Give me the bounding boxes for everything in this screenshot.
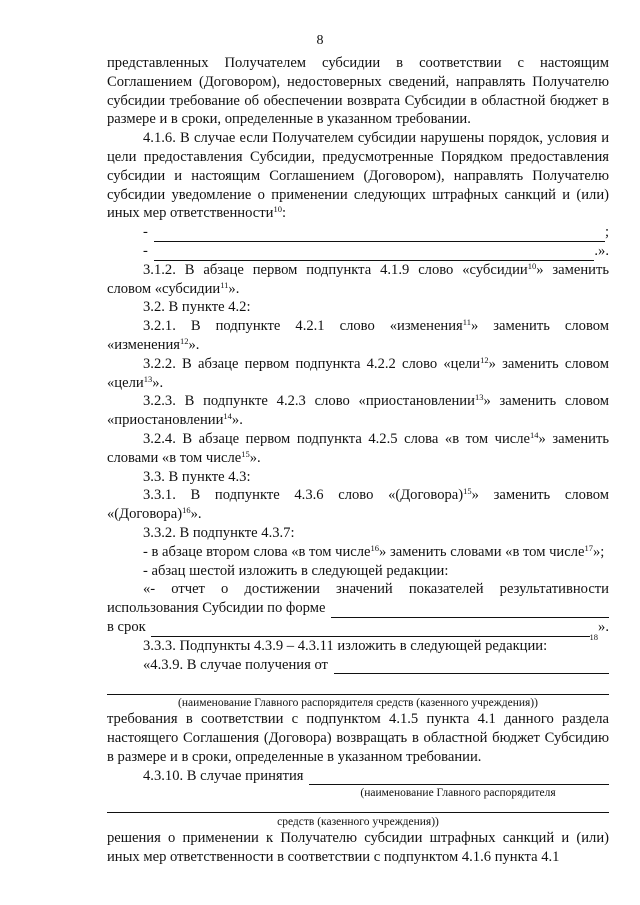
paragraph-text: » заменить словом «субсидии bbox=[107, 261, 609, 297]
paragraph-text: ». bbox=[231, 412, 243, 429]
paragraph-text: ». bbox=[152, 374, 164, 391]
document-body bbox=[107, 54, 609, 867]
footnote-ref: 17 bbox=[584, 542, 593, 553]
paragraph-text: ». bbox=[190, 506, 202, 523]
paragraph-3-2-1 bbox=[107, 317, 609, 355]
paragraph-text: 3.2.4. В абзаце первом подпункта 4.2.5 слова «в том числе bbox=[143, 430, 531, 447]
footnote-ref: 13 bbox=[143, 373, 153, 384]
paragraph-text: » заменить словом «изменения bbox=[107, 318, 609, 353]
line-end: ; bbox=[604, 224, 609, 241]
paragraph-dash-1 bbox=[107, 543, 609, 562]
footnote-ref: 15 bbox=[241, 448, 250, 459]
paragraph-text: 3.2.2. В абзаце первом подпункта 4.2.2 слово «цели bbox=[143, 355, 481, 372]
footnote-ref: 12 bbox=[480, 354, 489, 365]
footnote-ref: 16 bbox=[370, 542, 380, 553]
paragraph-text: - в абзаце втором слова «в том числе bbox=[143, 543, 371, 560]
paragraph-text: 4.3.10. В случае принятия bbox=[143, 767, 308, 784]
fill-line bbox=[151, 622, 589, 637]
paragraph-text: ». bbox=[598, 618, 609, 635]
report-form-line bbox=[107, 599, 609, 618]
paragraph-text: 3.1.2. В абзаце первом подпункта 4.1.9 слово «субсидии bbox=[143, 261, 528, 278]
fill-line bbox=[331, 603, 609, 618]
paragraph-text: » заменить словом «(Договора) bbox=[107, 487, 609, 523]
paragraph-text: использования Субсидии по форме bbox=[107, 600, 330, 617]
fill-line-full bbox=[107, 800, 609, 813]
dash: - bbox=[143, 224, 152, 241]
paragraph-3-3-1 bbox=[107, 486, 609, 524]
paragraph-3-3: 3.3. В пункте 4.3: bbox=[143, 468, 251, 485]
fill-line bbox=[309, 770, 609, 785]
fill-line-full bbox=[107, 676, 609, 695]
paragraph-text: » заменить словом «приостановлении bbox=[107, 393, 609, 429]
footnote-ref: 14 bbox=[530, 429, 539, 440]
dash: - bbox=[143, 242, 152, 259]
caption-distributor-name: (наименование Главного распорядителя bbox=[360, 787, 556, 800]
report-deadline-line: в срок 18 ». bbox=[107, 618, 609, 642]
paragraph-3-3-3: 3.3.3. Подпункты 4.3.9 – 4.3.11 изложить в следующей редакции: bbox=[143, 637, 548, 654]
footnote-ref: 15 bbox=[463, 486, 472, 497]
paragraph-text: ». bbox=[188, 336, 200, 353]
blank-line-b bbox=[107, 242, 609, 261]
line-end: .». bbox=[594, 242, 609, 259]
paragraph-text: в срок bbox=[107, 618, 150, 635]
paragraph-text: » заменить словом «цели bbox=[107, 355, 610, 391]
footnote-ref: 11 bbox=[220, 279, 229, 290]
paragraph-text: ». bbox=[249, 449, 261, 466]
paragraph-3-3-2: 3.3.2. В подпункте 4.3.7: bbox=[143, 524, 295, 541]
footnote-ref: 10 bbox=[527, 260, 537, 271]
paragraph-3-2-2 bbox=[107, 355, 609, 393]
paragraph-text: «4.3.9. В случае получения от bbox=[143, 656, 332, 673]
paragraph-text: » заменить словами «в том числе bbox=[107, 430, 609, 466]
paragraph-text: 4.1.6. В случае если Получателем субсидии нарушены порядок, условия и цели предоставления Субсидии, предусмотренные Порядком предоставления субсидии и настоящим Соглашением (Договором), направлять Получателю субсидии уведомление о применении следующих штрафных санкций и (или) иных мер ответственности bbox=[107, 130, 609, 222]
paragraph-text: ». bbox=[228, 280, 240, 297]
caption-recipient-name: (наименование Главного распорядителя средств (казенного учреждения)) bbox=[178, 697, 538, 710]
footnote-ref: 11 bbox=[462, 317, 471, 328]
footnote-ref: 14 bbox=[223, 411, 232, 422]
page-number: 8 bbox=[316, 33, 324, 48]
paragraph-text: 3.2.3. В подпункте 4.2.3 слово «приостановлении bbox=[143, 393, 475, 410]
paragraph-3-1-2 bbox=[107, 261, 609, 299]
paragraph-dash-2: - абзац шестой изложить в следующей редакции: bbox=[143, 562, 449, 579]
paragraph-3-2-3 bbox=[107, 392, 609, 430]
footnote-ref: 12 bbox=[180, 335, 189, 346]
caption-institution: средств (казенного учреждения)) bbox=[277, 816, 439, 829]
paragraph-4-3-10-line bbox=[107, 767, 609, 786]
paragraph-text: 3.2.1. В подпункте 4.2.1 слово «изменения bbox=[143, 318, 463, 335]
paragraph-text: : bbox=[281, 205, 286, 222]
paragraph-4-3-9-body: требования в соответствии с подпунктом 4.1.5 пункта 4.1 данного раздела настоящего Соглашения (Договора) возвращать в областной бюджет Субсидию в размере и в сроки, определенные в указанном требовании. bbox=[107, 711, 609, 765]
paragraph-3-2-4 bbox=[107, 430, 609, 468]
paragraph-report-line: «- отчет о достижении значений показателей результативности bbox=[143, 581, 609, 598]
footnote-ref: 10 bbox=[273, 204, 282, 215]
footnote-ref: 16 bbox=[182, 505, 191, 516]
paragraph-4-1-6 bbox=[107, 129, 609, 223]
paragraph-4-3-9-line bbox=[107, 656, 609, 675]
paragraph-text: 3.3.1. В подпункте 4.3.6 слово «(Договора) bbox=[143, 487, 464, 504]
paragraph-4-3-10-body: решения о применении к Получателю субсидии штрафных санкций и (или) иных мер ответственности в соответствии с подпунктом 4.1.6 пункта 4.1 bbox=[107, 830, 609, 866]
footnote-ref: 13 bbox=[474, 392, 484, 403]
paragraph-text: »; bbox=[592, 543, 605, 560]
fill-line bbox=[154, 227, 605, 242]
blank-line-a bbox=[107, 223, 609, 242]
paragraph-continuation: представленных Получателем субсидии в соответствии с настоящим Соглашением (Договором), недостоверных сведений, направлять Получателю субсидии требование об обеспечении возврата Субсидии в областной бюджет в размере и в сроки, определенные в указанном требовании. bbox=[107, 55, 609, 128]
paragraph-text: » заменить словами «в том числе bbox=[379, 543, 585, 560]
fill-line bbox=[334, 659, 609, 674]
paragraph-3-2: 3.2. В пункте 4.2: bbox=[143, 299, 251, 316]
fill-line bbox=[154, 246, 595, 261]
